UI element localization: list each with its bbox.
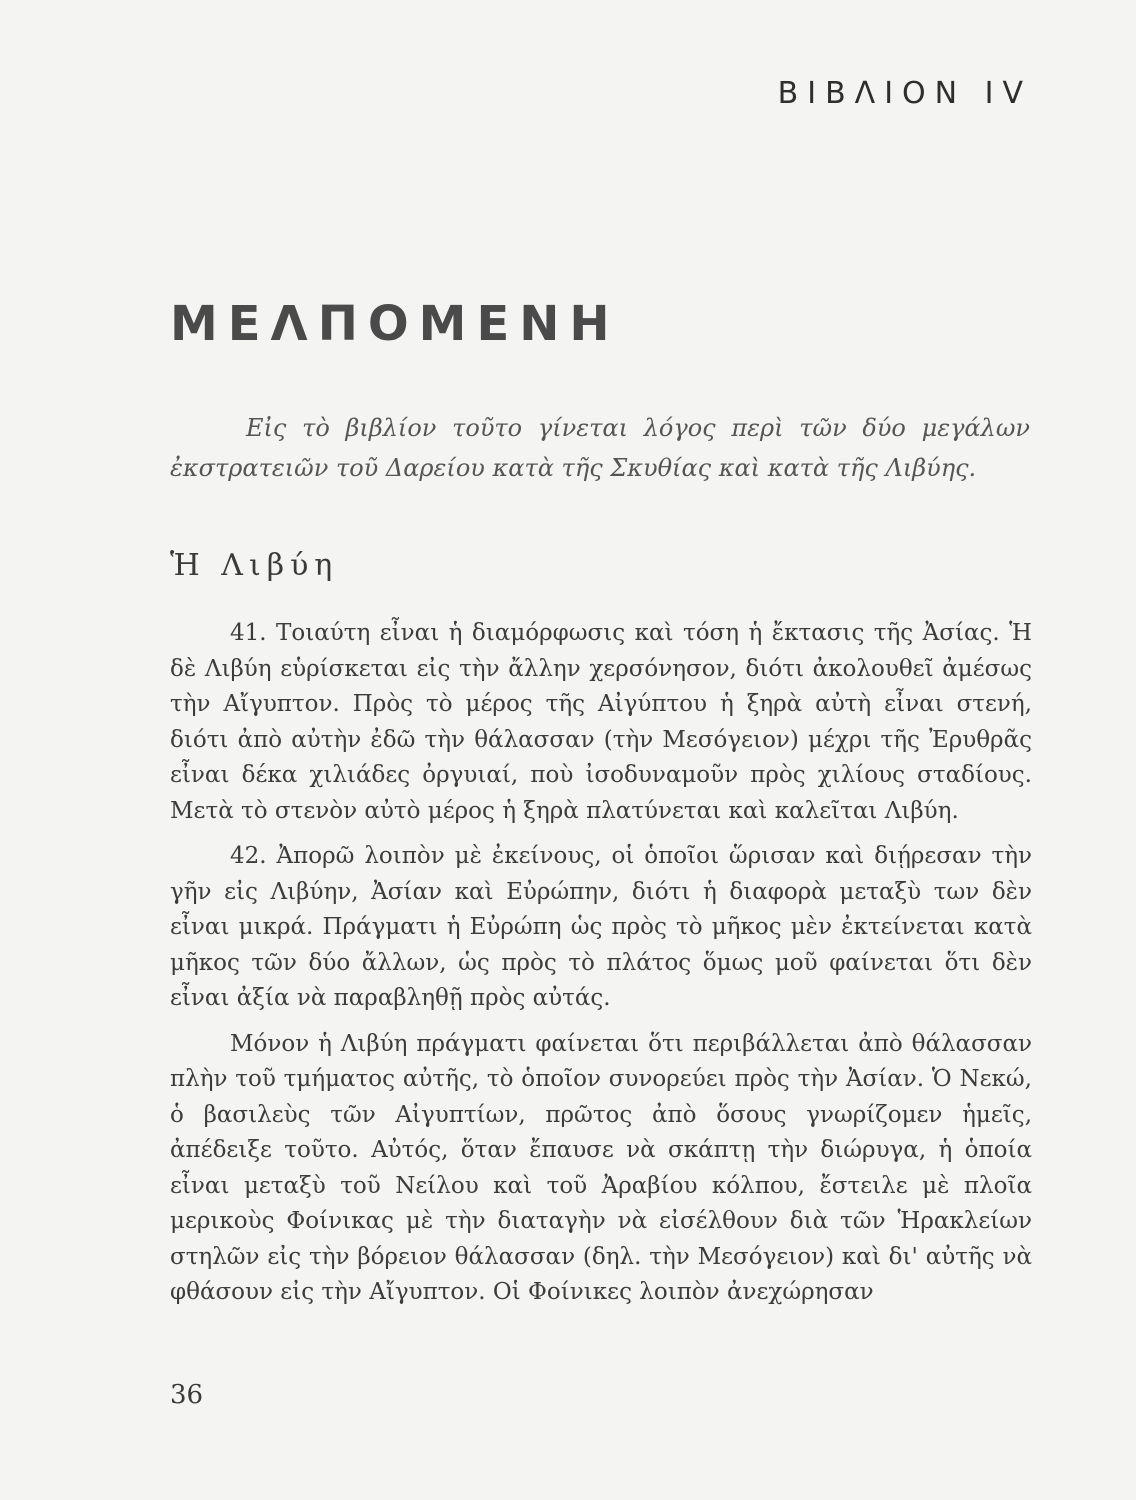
paragraph-41: 41. Τοιαύτη εἶναι ἡ διαμόρφωσις καὶ τόση ἡ ἔκτασις τῆς Ἀσίας. Ἡ δὲ Λιβύη εὑρίσκεται εἰς τὴν ἄλλην χερσόνησον, διότι ἀκολουθεῖ ἀμέσως τὴν Αἴγυπτον. Πρὸς τὸ μέρος τῆς Αἰγύπτου ἡ ξηρὰ αὐτὴ εἶναι στενή, διότι ἀπὸ αὐτὴν ἐδῶ τὴν θάλασσαν (τὴν Μεσόγειον) μέχρι τῆς Ἐρυθρᾶς εἶναι δέκα χιλιάδες ὀργυιαί, ποὺ ἰσοδυναμοῦν πρὸς χιλίους σταδίους. Μετὰ τὸ στενὸν αὐτὸ μέρος ἡ ξηρὰ πλατύνεται καὶ καλεῖται Λιβύη. <box>170 620 1032 824</box>
paragraph-42: 42. Ἀπορῶ λοιπὸν μὲ ἐκείνους, οἱ ὁποῖοι ὥρισαν καὶ διῄρεσαν τὴν γῆν εἰς Λιβύην, Ἀσίαν καὶ Εὐρώπην, διότι ἡ διαφορὰ μεταξὺ των δὲν εἶναι μικρά. Πράγματι ἡ Εὐρώπη ὡς πρὸς τὸ μῆκος μὲν ἐκτείνεται κατὰ μῆκος τῶν δύο ἄλλων, ὡς πρὸς τὸ πλάτος ὅμως μοῦ φαίνεται ὅτι δὲν εἶναι ἀξία νὰ παραβληθῇ πρὸς αὐτάς. <box>170 843 1032 1011</box>
page-number: 36 <box>170 1380 204 1410</box>
section-heading: Ἡ Λιβύη <box>170 548 339 583</box>
paragraph-42-continued: Μόνον ἡ Λιβύη πράγματι φαίνεται ὅτι περιβάλλεται ἀπὸ θάλασσαν πλὴν τοῦ τμήματος αὐτῆς, τὸ ὁποῖον συνορεύει πρὸς τὴν Ἀσίαν. Ὁ Νεκώ, ὁ βασιλεὺς τῶν Αἰγυπτίων, πρῶτος ἀπὸ ὅσους γνωρίζομεν ἡμεῖς, ἀπέδειξε τοῦτο. Αὐτός, ὅταν ἔπαυσε νὰ σκάπτῃ τὴν διώρυγα, ἡ ὁποία εἶναι μεταξὺ τοῦ Νείλου καὶ τοῦ Ἀραβίου κόλπου, ἔστειλε μὲ πλοῖα μερικοὺς Φοίνικας μὲ τὴν διαταγὴν νὰ εἰσέλθουν διὰ τῶν Ἡρακλείων στηλῶν εἰς τὴν βόρειον θάλασσαν (δηλ. τὴν Μεσόγειον) καὶ δι' αὐτῆς νὰ φθάσουν εἰς τὴν Αἴγυπτον. Οἱ Φοίνικες λοιπὸν ἀνεχώρησαν <box>170 1030 1032 1305</box>
body-text <box>170 616 1032 1321</box>
chapter-summary: Εἰς τὸ βιβλίον τοῦτο γίνεται λόγος περὶ τῶν δύο μεγάλων ἐκστρατειῶν τοῦ Δαρείου κατὰ τῆς Σκυθίας καὶ κατὰ τῆς Λιβύης. <box>170 414 1030 482</box>
chapter-title: ΜΕΛΠΟΜΕΝΗ <box>170 296 620 352</box>
book-label: ΒΙΒΛΙΟΝ IV <box>777 76 1032 111</box>
